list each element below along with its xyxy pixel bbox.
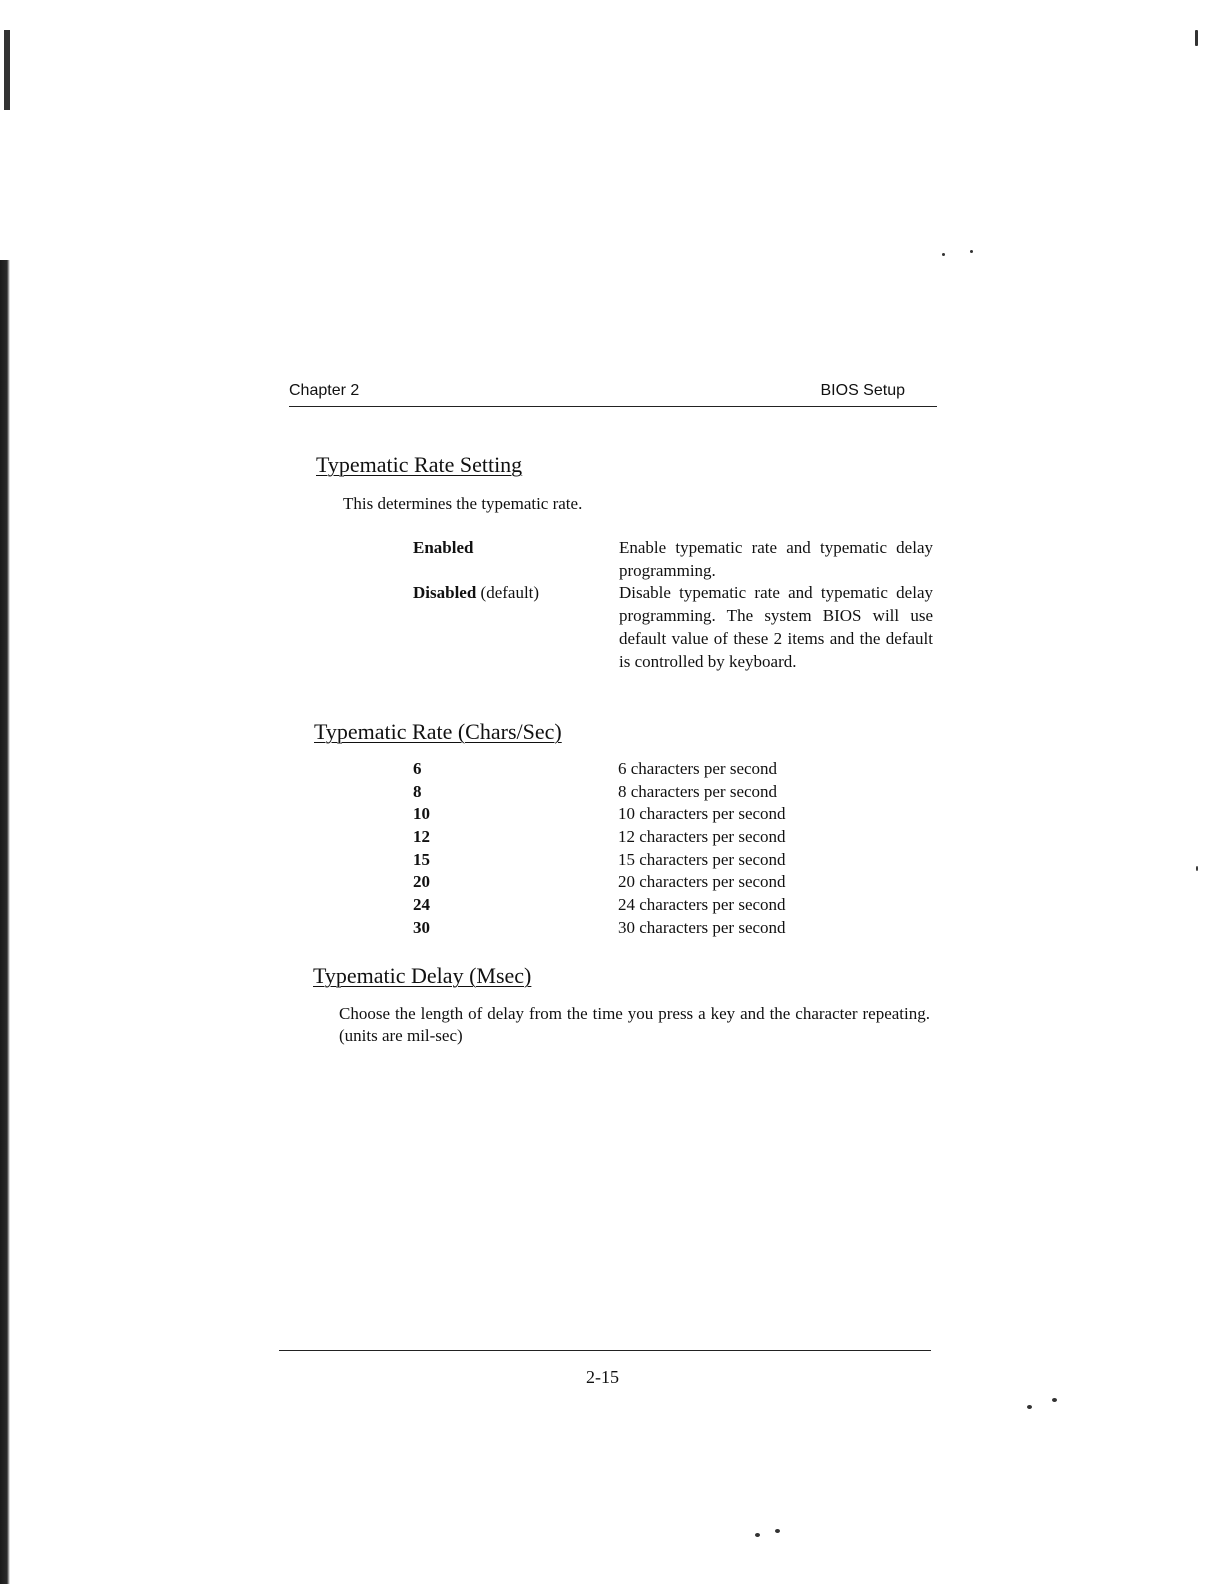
rate-value: 8 [413,781,422,801]
section-intro-typematic-rate-setting: This determines the typematic rate. [343,494,583,513]
section-title-typematic-rate-setting: Typematic Rate Setting [316,452,523,477]
rate-description: 15 characters per second [618,849,786,869]
section-title-typematic-rate: Typematic Rate (Chars/Sec) [314,719,562,744]
option-description: Enable typematic rate and typematic delay programming. [619,538,933,580]
footer-rule [279,1350,931,1351]
rate-row [413,894,786,917]
rate-row [413,803,786,826]
option-row-enabled [413,537,933,582]
rate-description: 30 characters per second [618,917,786,937]
rate-description: 10 characters per second [618,804,786,824]
rate-row [413,917,786,940]
scan-speck [970,250,973,253]
header-section: BIOS Setup [820,382,905,399]
scan-speck [755,1533,760,1537]
rate-row [413,849,786,872]
rate-value: 24 [413,895,430,915]
rate-value: 6 [413,759,422,778]
scan-speck [942,253,945,256]
header-chapter: Chapter 2 [289,382,360,399]
option-key-label: Disabled [413,583,477,603]
section-intro-typematic-delay: Choose the length of delay from the time you press a key and the character repeating. (units are mil-sec) [339,1004,947,1045]
rate-value: 30 [413,917,430,937]
rate-row [413,758,786,781]
scan-speck [775,1529,780,1533]
scan-speck [1196,866,1198,871]
rates-table [413,758,786,940]
option-key [413,537,619,582]
option-description: Disable typematic rate and typematic delay programming. The system BIOS will use default value of these 2 items and the default is controlled by keyboard. [619,583,933,671]
section-title-typematic-delay: Typematic Delay (Msec) [313,963,532,988]
rate-description: 12 characters per second [618,827,786,847]
rate-description: 8 characters per second [618,781,778,801]
option-row-disabled [413,582,933,673]
running-header [289,380,937,407]
options-table [413,537,933,673]
option-key [413,582,619,673]
option-key-label: Enabled [413,538,474,557]
rate-row [413,781,786,804]
option-key-suffix: (default) [476,583,540,603]
scan-speck [1027,1405,1032,1409]
rate-description: 24 characters per second [618,895,786,915]
rate-description: 20 characters per second [618,872,786,892]
scan-speck [1195,30,1198,46]
rate-row [413,871,786,894]
rate-value: 12 [413,827,430,847]
rate-value: 10 [413,804,430,824]
rate-row [413,826,786,849]
rate-description: 6 characters per second [618,759,778,778]
rate-value: 15 [413,849,430,869]
page-number: 2-15 [586,1367,619,1387]
scan-speck [1052,1398,1057,1402]
rate-value: 20 [413,872,430,892]
